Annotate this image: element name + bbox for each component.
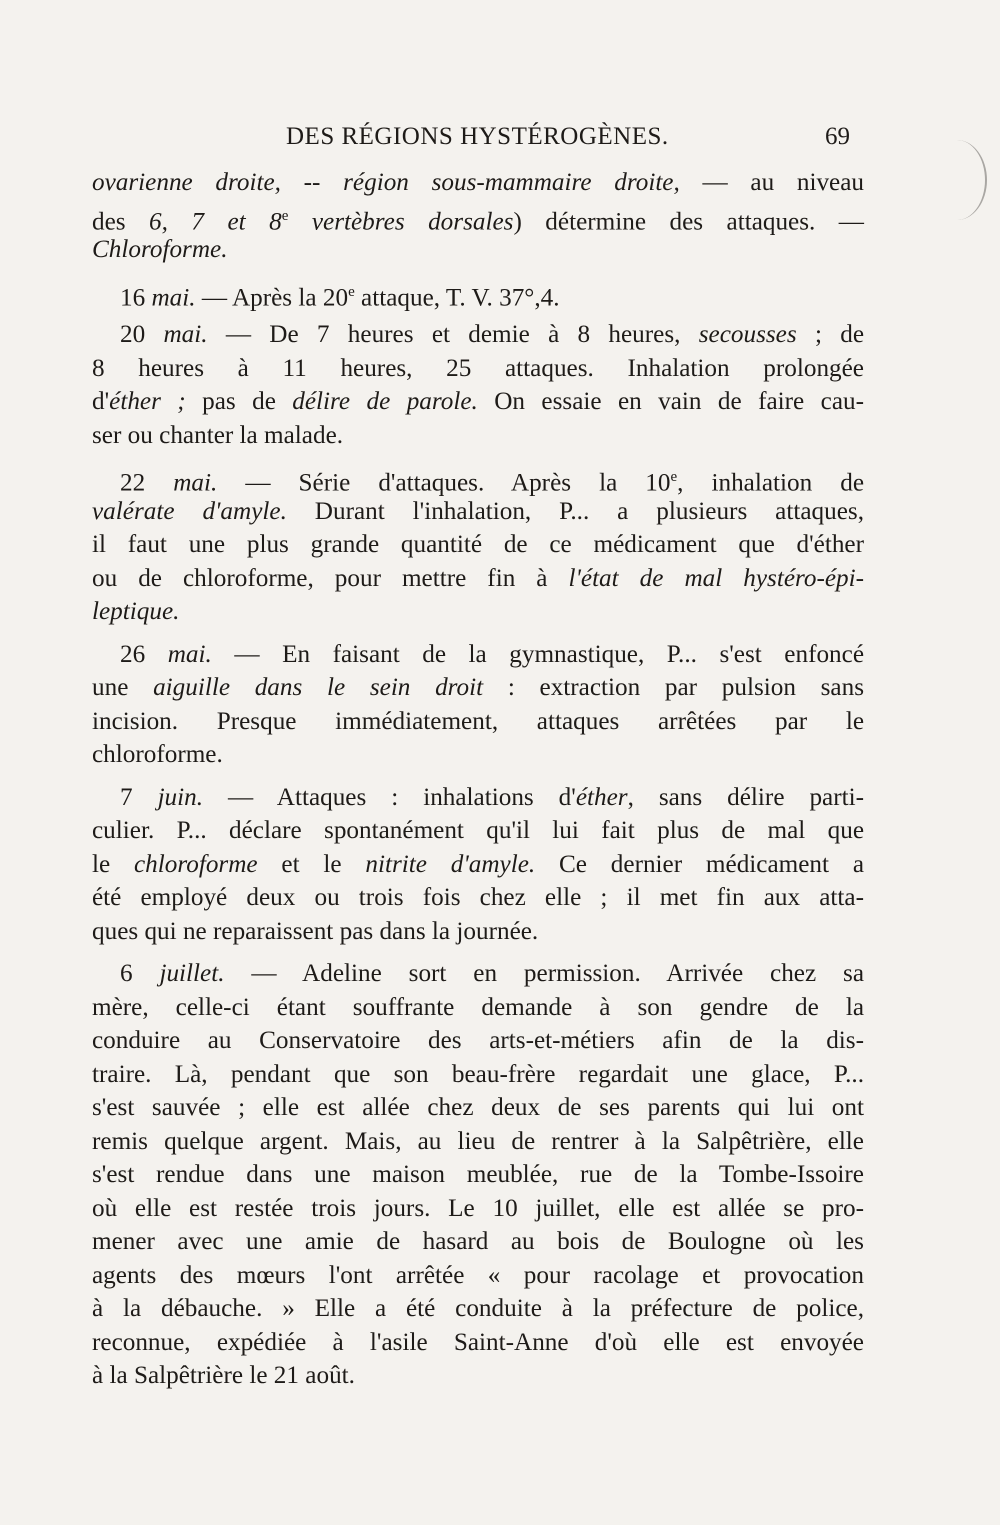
text-line	[92, 1259, 864, 1293]
text-run: — Attaques : inhalations d'	[203, 783, 576, 811]
text-line	[92, 1125, 864, 1159]
text-run: — au niveau	[679, 169, 864, 196]
text-run: 8 heures à 11 heures, 25 attaques. Inhalation prolongée	[92, 354, 864, 382]
text-run: — Adeline sort en permission. Arrivée chez sa	[224, 960, 865, 987]
text-run: e	[348, 283, 355, 300]
text-line	[92, 671, 864, 705]
text-line	[92, 200, 864, 234]
text-run: , sans délire parti-	[627, 783, 864, 811]
text-line	[92, 1158, 864, 1192]
page-header	[92, 118, 864, 158]
text-line	[92, 385, 864, 419]
text-run: agents des mœurs l'ont arrêtée « pour racolage et provocation	[92, 1261, 864, 1289]
text-run: Durant l'inhalation, P... a plusieurs attaques,	[286, 497, 864, 525]
text-line	[92, 1359, 864, 1393]
italic-run: éther	[575, 783, 628, 811]
text-run: 7	[120, 783, 158, 811]
text-run: ser ou chanter la malade.	[92, 421, 344, 449]
italic-run: juillet.	[159, 960, 225, 987]
italic-run: mai.	[151, 283, 196, 311]
text-run: il faut une plus grande quantité de ce médicament que d'éther	[92, 531, 864, 558]
text-run: mère, celle-ci étant souffrante demande à son gendre de la	[92, 993, 864, 1021]
page-number: 69	[825, 123, 850, 150]
text-run: Ce dernier médicament a	[535, 850, 864, 878]
text-line	[92, 881, 864, 915]
italic-run: l'état de mal hystéro-épi-	[568, 564, 865, 592]
text-run: e	[670, 469, 678, 485]
text-run: 22	[120, 469, 174, 497]
body-text	[92, 166, 864, 1393]
paragraph-gap	[92, 452, 864, 461]
text-run: , inhalation de	[677, 469, 865, 497]
text-line	[92, 1091, 864, 1125]
italic-run: éther ;	[109, 388, 186, 415]
text-run: — De 7 heures et demie à 8 heures,	[207, 321, 699, 348]
text-run: ou de chloroforme, pour mettre fin à	[92, 564, 569, 592]
text-run: 6	[120, 960, 160, 987]
text-run: culier. P... déclare spontanément qu'il lui fait plus de mal que	[92, 817, 864, 844]
text-line	[92, 352, 864, 386]
italic-run: mai.	[173, 469, 218, 497]
text-run: traire. Là, pendant que son beau-frère regardait une glace, P...	[92, 1060, 864, 1088]
text-line	[92, 419, 864, 453]
italic-run: juin.	[157, 783, 204, 811]
text-line	[92, 1058, 864, 1092]
text-line	[92, 781, 864, 815]
text-run: le	[92, 850, 134, 878]
text-line	[92, 595, 864, 629]
paragraph-gap	[92, 948, 864, 957]
text-line	[92, 814, 864, 848]
text-run: conduire au Conservatoire des arts-et-métiers afin de la dis-	[92, 1027, 864, 1054]
text-line	[92, 1225, 864, 1259]
text-run: mener avec une amie de hasard au bois de Boulogne où les	[92, 1228, 864, 1255]
text-line	[92, 233, 864, 267]
text-line	[92, 276, 864, 310]
text-run: incision. Presque immédiatement, attaques arrêtées par le	[92, 707, 864, 735]
text-run: s'est rendue dans une maison meublée, rue de la Tombe-Issoire	[92, 1161, 864, 1188]
italic-run: nitrite d'amyle.	[365, 850, 536, 878]
text-run: — En faisant de la gymnastique, P... s'est enfoncé	[211, 640, 865, 668]
text-run: d'	[92, 388, 110, 415]
italic-run: ovarienne droite, -- région sous-mammaire droite,	[92, 169, 680, 196]
text-run: ) détermine des attaques. —	[513, 207, 864, 235]
italic-run: vertèbres dorsales	[288, 207, 514, 235]
italic-run: leptique.	[92, 598, 180, 625]
text-run: ; de	[796, 321, 864, 348]
text-line	[92, 738, 864, 772]
text-line	[92, 562, 864, 596]
italic-run: 6, 7 et 8	[149, 207, 282, 235]
text-run: attaque, T. V. 37°,4.	[354, 283, 560, 311]
page-edge-mark	[945, 140, 987, 220]
italic-run: valérate d'amyle.	[92, 497, 287, 525]
text-run: e	[281, 207, 289, 224]
text-run: — Après la 20	[195, 283, 349, 311]
text-run: remis quelque argent. Mais, au lieu de rentrer à la Salpêtrière, elle	[92, 1127, 864, 1155]
running-title: DES RÉGIONS HYSTÉROGÈNES.	[286, 123, 669, 150]
text-line	[92, 495, 864, 529]
italic-run: mai.	[163, 321, 208, 348]
text-line	[92, 705, 864, 739]
text-run: pas de	[185, 388, 293, 415]
text-run: et le	[257, 850, 366, 878]
text-line	[92, 848, 864, 882]
text-run: 20	[120, 321, 164, 348]
text-run: 26	[120, 640, 168, 668]
text-run: s'est sauvée ; elle est allée chez deux de ses parents qui lui ont	[92, 1094, 864, 1121]
text-line	[92, 638, 864, 672]
paragraph-gap	[92, 629, 864, 638]
text-run: : extraction par pulsion sans	[483, 674, 864, 701]
italic-run: Chloroforme.	[92, 236, 228, 263]
text-line	[92, 1326, 864, 1360]
text-run: une	[92, 674, 154, 701]
text-run: à la Salpêtrière le 21 août.	[92, 1362, 355, 1389]
text-run: 16	[120, 283, 152, 311]
text-run: ques qui ne reparaissent pas dans la journée.	[92, 917, 539, 945]
text-line	[92, 461, 864, 495]
text-line	[92, 957, 864, 991]
text-run: — Série d'attaques. Après la 10	[217, 469, 671, 497]
text-line	[92, 528, 864, 562]
paragraph-gap	[92, 267, 864, 276]
text-line	[92, 1024, 864, 1058]
text-run: On essaie en vain de faire cau-	[477, 388, 864, 415]
text-line	[92, 1192, 864, 1226]
text-line	[92, 991, 864, 1025]
italic-run: aiguille dans le sein droit	[153, 674, 484, 701]
text-run: reconnue, expédiée à l'asile Saint-Anne d'où elle est envoyée	[92, 1328, 864, 1356]
italic-run: délire de parole.	[292, 388, 478, 415]
italic-run: secousses	[698, 321, 797, 348]
text-line	[92, 915, 864, 949]
text-run: à la débauche. » Elle a été conduite à la préfecture de police,	[92, 1295, 864, 1322]
italic-run: mai.	[167, 640, 212, 668]
text-run: où elle est restée trois jours. Le 10 juillet, elle est allée se pro-	[92, 1194, 864, 1222]
text-run: chloroforme.	[92, 741, 223, 768]
text-line	[92, 1292, 864, 1326]
text-line	[92, 166, 864, 200]
text-run: été employé deux ou trois fois chez elle ; il met fin aux atta-	[92, 884, 864, 911]
paragraph-gap	[92, 772, 864, 781]
italic-run: chloroforme	[134, 850, 258, 878]
text-line	[92, 318, 864, 352]
text-run: des	[92, 207, 150, 235]
